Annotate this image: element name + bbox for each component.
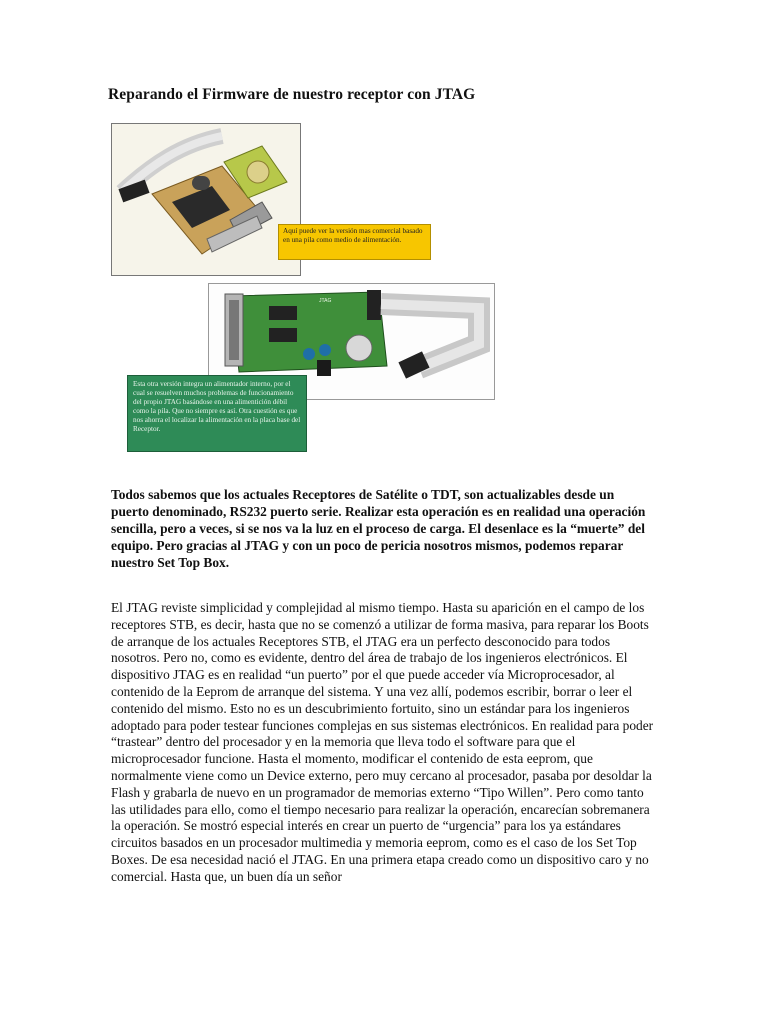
pcb-label: JTAG [319, 298, 332, 304]
document-title: Reparando el Firmware de nuestro receptor con JTAG [108, 86, 476, 103]
photo2-caption: Esta otra versión integra un alimentador interno, por el cual se resuelven muchos problemas de funcionamiento del propio JTAG basándose en una alimentición débil como la pila. Que no siempre es así. Otra cuestión es que nos ahorra el localizar la alimentación en la placa base del Receptor. [127, 375, 307, 452]
intro-paragraph: Todos sabemos que los actuales Receptores de Satélite o TDT, son actualizables desde un puerto denominado, RS232 puerto serie. Realizar esta operación es en realidad una operación sencilla, pero a veces, si se nos va la luz en el proceso de carga. El desenlace es la “muerte” del equipo. Pero gracias al JTAG y con un poco de pericia nosotros mismos, podemos reparar nuestro Set Top Box. [111, 487, 646, 570]
jtag-board-photo-battery [111, 123, 301, 276]
body-paragraph: El JTAG reviste simplicidad y complejidad al mismo tiempo. Hasta su aparición en el campo de los receptores STB, es decir, hasta que no se comenzó a utilizar de forma masiva, para reparar los Boots de arranque de los actuales Receptores STB, el JTAG era un perfecto desconocido para todos nosotros. Pero no, como es evidente, dentro del área de trabajo de los ingenieros electrónicos. El dispositivo JTAG es en realidad “un puerto” por el que puede acceder vía Microprocesador, al contenido de la Eeprom de arranque del sistema. Y una vez allí, podemos escribir, borrar o leer el contenido del mismo. Esto no es un descubrimiento fortuito, sino un estándar para los ingenieros adoptado para poder testear funciones complejas en sus sistemas electrónicos. En realidad para poder “trastear” dentro del procesador y en la memoria que lleva todo el software para que el microprocesador funcione. Hasta el momento, modificar el contenido de esta eeprom, que normalmente viene como un Device externo, pero muy cercano al procesador, pasaba por desoldar la Flash y grabarla de nuevo en un programador de memorias externo “Tipo Willen”. Pero como tanto las utilidades para ello, como el tiempo necesario para realizar la operación, encarecían sobremanera la operación. Se mostró especial interés en crear un puerto de “urgencia” para los ya estándares circuitos basados en un procesador multimedia y memoria eeprom, como es el caso de los Set Top Boxes. De esa necesidad nació el JTAG. En una primera etapa creado como un dispositivo caro y no comercial. Hasta que, un buen día un señor [111, 600, 654, 884]
photo1-caption: Aquí puede ver la versión mas comercial basado en una pila como medio de alimentación. [278, 224, 431, 260]
jtag-board-illustration [112, 124, 300, 275]
